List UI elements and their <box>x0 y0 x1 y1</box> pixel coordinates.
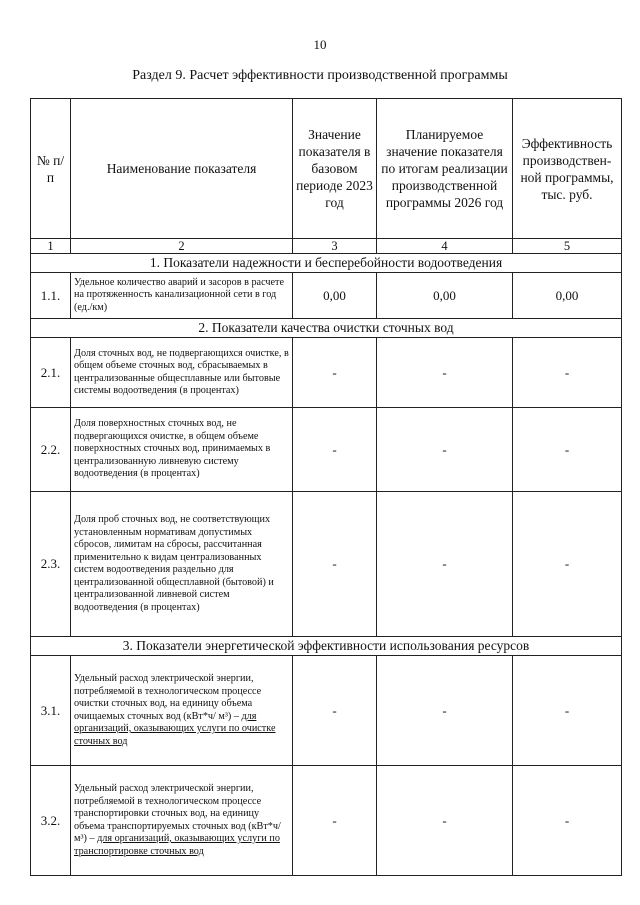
efficiency-value: - <box>513 408 622 492</box>
row-number: 3.2. <box>31 766 71 876</box>
table-row <box>31 408 622 492</box>
header-name: Наименование показателя <box>71 99 293 239</box>
base-value: 0,00 <box>293 273 377 319</box>
page-number: 10 <box>313 37 327 52</box>
table-row <box>31 492 622 637</box>
planned-value: - <box>377 408 513 492</box>
group-row <box>31 319 622 338</box>
row-number: 2.2. <box>31 408 71 492</box>
planned-value: 0,00 <box>377 273 513 319</box>
group-title: 3. Показатели энергетической эффективности использования ресурсов <box>31 637 622 656</box>
planned-value: - <box>377 492 513 637</box>
row-name-text: Удельный расход электрической энергии, потребляемой в технологическом процессе транспортировки сточных вод, на единицу объема транспортируемых сточных вод (кВт*ч/ м³) – <box>74 783 281 844</box>
efficiency-value: - <box>513 338 622 408</box>
group-title: 1. Показатели надежности и бесперебойности водоотведения <box>31 254 622 273</box>
header-planned: Планируемое значение показателя по итогам реализации производственной программы 2026 год <box>377 99 513 239</box>
table-row <box>31 656 622 766</box>
header-num: № п/п <box>31 99 71 239</box>
base-value: - <box>293 492 377 637</box>
row-name <box>71 766 293 876</box>
efficiency-table <box>30 98 622 876</box>
header-efficiency: Эффективность производствен-ной программы, тыс. руб. <box>513 99 622 239</box>
base-value: - <box>293 656 377 766</box>
efficiency-value: - <box>513 492 622 637</box>
row-number: 2.3. <box>31 492 71 637</box>
efficiency-value: - <box>513 766 622 876</box>
header-row <box>31 99 622 239</box>
group-row <box>31 637 622 656</box>
base-value: - <box>293 766 377 876</box>
column-number: 2 <box>71 239 293 254</box>
section-title: Раздел 9. Расчет эффективности производственной программы <box>132 68 508 83</box>
row-name-underlined: для организаций, оказывающих услуги по очистке сточных вод <box>74 710 276 747</box>
efficiency-value: - <box>513 656 622 766</box>
column-number: 4 <box>377 239 513 254</box>
row-name: Доля поверхностных сточных вод, не подвергающихся очистке, в общем объеме поверхностных сточных вод, принимаемых в централизованную ливневую систему водоотведения (в процентах) <box>71 408 293 492</box>
row-name-text: Удельный расход электрической энергии, потребляемой в технологическом процессе очистки сточных вод, на единицу объема очищаемых сточных вод (кВт*ч/ м³) – <box>74 673 262 722</box>
column-number: 3 <box>293 239 377 254</box>
base-value: - <box>293 338 377 408</box>
column-number: 1 <box>31 239 71 254</box>
header-base: Значение показателя в базовом периоде 2023 год <box>293 99 377 239</box>
planned-value: - <box>377 656 513 766</box>
row-name: Доля сточных вод, не подвергающихся очистке, в общем объеме сточных вод, сбрасываемых в централизованные общесплавные или бытовые системы водоотведения (в процентах) <box>71 338 293 408</box>
row-number: 3.1. <box>31 656 71 766</box>
group-row <box>31 254 622 273</box>
column-number: 5 <box>513 239 622 254</box>
row-name: Доля проб сточных вод, не соответствующих установленным нормативам допустимых сбросов, лимитам на сбросы, рассчитанная применительно к видам централизованных систем водоотведения раздельно для централизованной общесплавной (бытовой) и централизованной ливневой систем водоотведения (в процентах) <box>71 492 293 637</box>
row-number: 1.1. <box>31 273 71 319</box>
row-name <box>71 656 293 766</box>
row-number: 2.1. <box>31 338 71 408</box>
table-row <box>31 338 622 408</box>
efficiency-value: 0,00 <box>513 273 622 319</box>
row-name: Удельное количество аварий и засоров в расчете на протяженность канализационной сети в год (ед./км) <box>71 273 293 319</box>
table-row <box>31 766 622 876</box>
planned-value: - <box>377 338 513 408</box>
row-name-underlined: для организаций, оказывающих услуги по транспортировке сточных вод <box>74 833 280 857</box>
base-value: - <box>293 408 377 492</box>
table-row <box>31 273 622 319</box>
column-numbers-row <box>31 239 622 254</box>
group-title: 2. Показатели качества очистки сточных вод <box>31 319 622 338</box>
planned-value: - <box>377 766 513 876</box>
